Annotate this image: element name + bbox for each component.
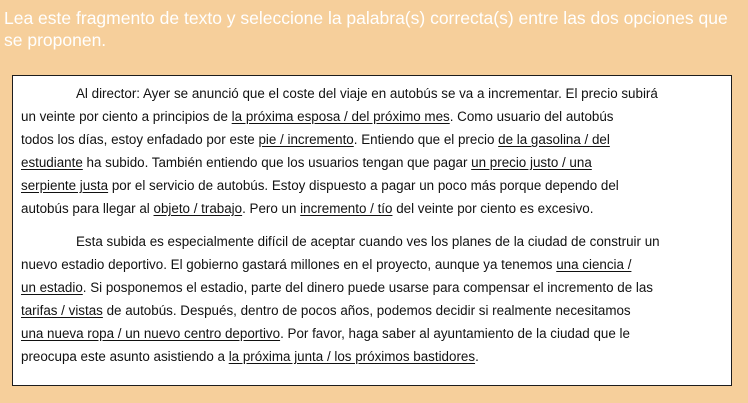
answer-options[interactable]: pie / incremento xyxy=(258,132,354,147)
letter-text: . xyxy=(475,349,479,364)
answer-options[interactable]: de la gasolina / del xyxy=(498,132,610,147)
answer-options[interactable]: serpiente justa xyxy=(21,178,109,193)
letter-text-box xyxy=(12,75,732,386)
answer-options[interactable]: objeto / trabajo xyxy=(153,201,243,216)
letter-text: Esta subida es especialmente difícil de aceptar cuando ves los planes de la ciudad de construir un xyxy=(76,234,660,249)
letter-text: preocupa este asunto asistiendo a xyxy=(21,349,229,364)
answer-options[interactable]: una nueva ropa / un nuevo centro deportivo xyxy=(21,326,281,341)
answer-options[interactable]: la próxima junta / los próximos bastidores xyxy=(228,349,476,364)
letter-text: autobús para llegar al xyxy=(21,201,154,216)
answer-options[interactable]: incremento / tío xyxy=(300,201,393,216)
letter-paragraph xyxy=(21,82,723,220)
letter-text: del veinte por ciento es excesivo. xyxy=(392,201,594,216)
answer-options[interactable]: una ciencia / xyxy=(556,257,632,272)
letter-text: . Entiendo que el precio xyxy=(353,132,499,147)
answer-options[interactable]: la próxima esposa / del próximo mes xyxy=(231,109,450,124)
answer-options[interactable]: tarifas / vistas xyxy=(21,303,103,318)
letter-text: . Si posponemos el estadio, parte del dinero puede usarse para compensar el incremento de las xyxy=(82,280,653,295)
letter-text: . Como usuario del autobús xyxy=(449,109,614,124)
letter-paragraph xyxy=(21,230,723,368)
letter-text: todos los días, estoy enfadado por este xyxy=(21,132,259,147)
letter-text: Al director: Ayer se anunció que el coste del viaje en autobús se va a incrementar. El precio subirá xyxy=(76,86,658,101)
answer-options[interactable]: estudiante xyxy=(21,155,83,170)
letter-text: nuevo estadio deportivo. El gobierno gastará millones en el proyecto, aunque ya tenemos xyxy=(21,257,557,272)
answer-options[interactable]: un estadio xyxy=(21,280,83,295)
answer-options[interactable]: un precio justo / una xyxy=(471,155,592,170)
exercise-instruction: Lea este fragmento de texto y seleccione la palabra(s) correcta(s) entre las dos opciones que se proponen. xyxy=(4,8,728,50)
letter-text: un veinte por ciento a principios de xyxy=(21,109,232,124)
letter-text: . Pero un xyxy=(242,201,301,216)
letter-text: ha subido. También entiendo que los usuarios tengan que pagar xyxy=(82,155,472,170)
letter-text: . Por favor, haga saber al ayuntamiento de la ciudad que le xyxy=(280,326,630,341)
letter-text: de autobús. Después, dentro de pocos años, podemos decidir si realmente necesitamos xyxy=(102,303,631,318)
letter-text: por el servicio de autobús. Estoy dispuesto a pagar un poco más porque dependo del xyxy=(108,178,619,193)
